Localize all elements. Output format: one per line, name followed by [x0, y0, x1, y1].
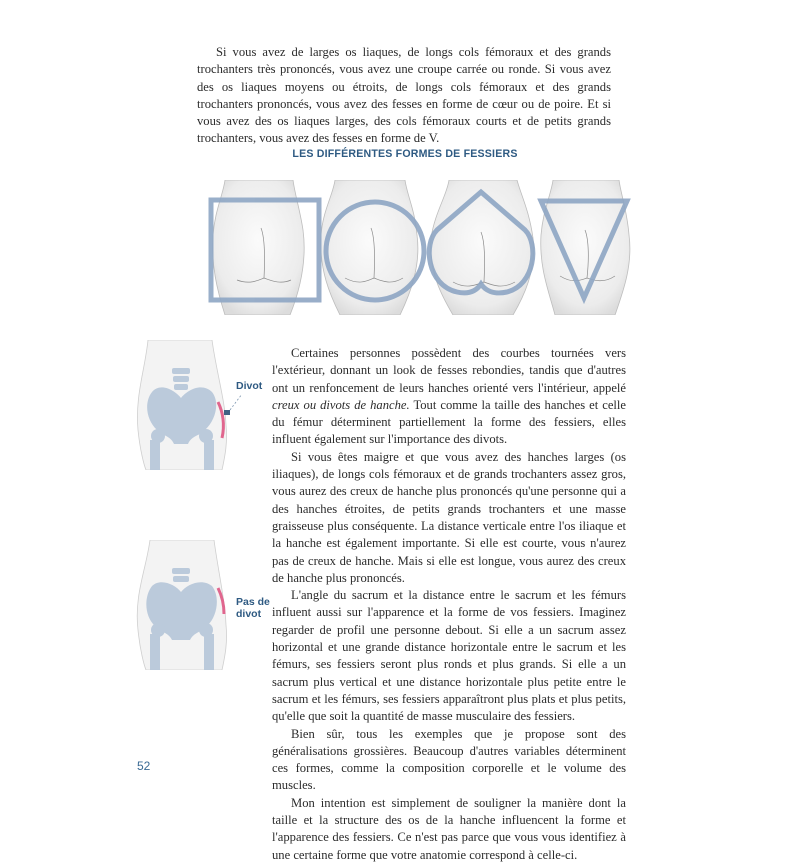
no-divot-label [236, 596, 270, 620]
hip-figure-divot [130, 340, 270, 470]
intro-paragraph [197, 44, 611, 148]
divot-label: Divot [236, 380, 263, 392]
paragraph-generalisations: Bien sûr, tous les exemples que je propose sont des généralisations grossières. Beaucoup d'autres variables déterminent ces formes, comme la composition corporelle et le volume des muscles. [272, 726, 626, 793]
paragraph-sacrum: L'angle du sacrum et la distance entre le sacrum et les fémurs influent aussi sur l'apparence et la forme de vos fessiers. Imaginez regarder de profil une personne debout. Si elle a un sacrum assez horizontal et une grande distance horizontale entre le sacrum et les fémurs, ses fessiers seront plus ronds et plus grands. Si elle a un sacrum plus vertical et une distance horizontale plus petite entre le sacrum et les fémurs, ses fessiers apparaîtront plus plats et plus petits, qu'elle que soit la quantité de masse musculaire des fessiers. [272, 588, 626, 724]
paragraph-divots: Certaines personnes possèdent des courbes tournées vers l'extérieur, donnant un look de fesses rebondies, tandis que d'autres ont un renfoncement de leurs hanches orienté vers l'intérieur, appelé creux ou divots de hanche. Tout comme la taille des hanches et celle du fémur déterminent partiellement la forme des fessiers, elles influent également sur l'importance des divots. [272, 346, 627, 447]
page-number: 52 [137, 759, 151, 773]
buttock-shapes-figure [195, 180, 635, 315]
pelvis-illustration [130, 340, 270, 470]
buttock-shapes-illustration [195, 180, 635, 315]
body-text [272, 345, 626, 864]
italic-term: creux ou divots de hanche. [272, 397, 410, 412]
figure-title: LES DIFFÉRENTES FORMES DE FESSIERS [292, 148, 518, 160]
hip-figure-no-divot [130, 540, 270, 670]
paragraph-intention: Mon intention est simplement de souligner la manière dont la taille et la structure des os de la hanche influencent la forme et l'apparence des fessiers. Ce n'est pas parce que vous vous identifiez à une certaine forme que votre anatomie correspond à celle-ci. [272, 795, 626, 862]
paragraph-thin-wide-hips: Si vous êtes maigre et que vous avez des hanches larges (os iliaques), de longs cols fémoraux et de grands trochanters assez gros, vous aurez des creux de hanche plus prononcés qu'une personne qui a des hanches étroites, de petits grands trochanters et une masse graisseuse plus conséquente. La distance verticale entre l'os iliaque et la hanche est également importante. Si elle est courte, vous n'aurez pas de creux de hanche. Mais si elle est longue, vous aurez des creux de hanche plus prononcés. [272, 449, 626, 585]
no-divot-label-line1: Pas de [236, 596, 270, 608]
intro-text: Si vous avez de larges os liaques, de longs cols fémoraux et des grands trochanters très prononcés, vous avez une croupe carrée ou ronde. Si vous avez des os liaques moyens ou étroits, de longs cols fémoraux et des grands trochanters prononcés, vous avez des fesses en forme de cœur ou de poire. Et si vous avez des os liaques larges, des cols fémoraux courts et de petits grands trochanters, vous avez des fesses en forme de V. [197, 45, 611, 146]
no-divot-label-line2: divot [236, 608, 262, 620]
